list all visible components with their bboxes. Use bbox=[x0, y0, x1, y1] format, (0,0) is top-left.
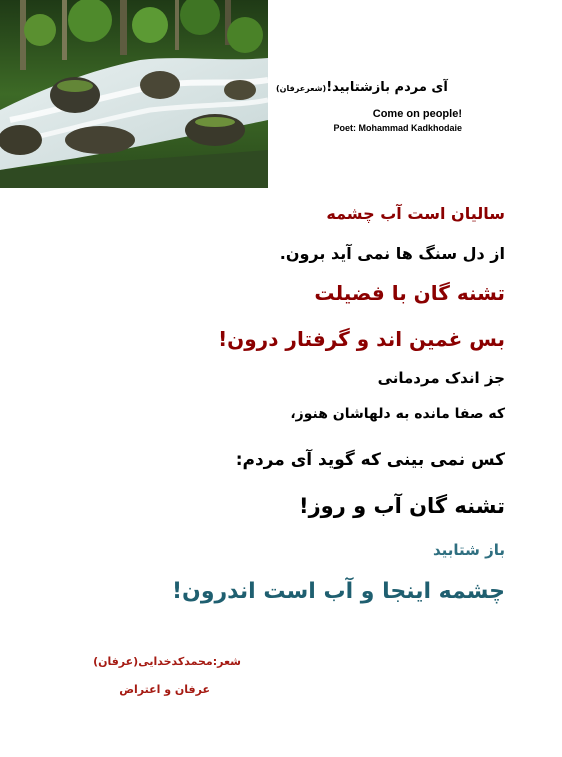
poem-title-note: (شعرعرفان) bbox=[276, 84, 327, 93]
poem-line-2: از دل سنگ ها نمی آید برون. bbox=[279, 244, 505, 263]
poet-credit-english: Poet: Mohammad Kadkhodaie bbox=[333, 123, 462, 133]
poem-title-english: Come on people! bbox=[372, 108, 462, 120]
poem-line-9: باز شتابید bbox=[432, 541, 505, 559]
poem-title-text: آی مردم بازشتابید! bbox=[326, 80, 448, 95]
poem-line-8: تشنه گان آب و روز! bbox=[299, 494, 505, 518]
poem-author: شعر:محمدکدخدایی(عرفان) bbox=[93, 655, 241, 668]
poem-title-persian bbox=[276, 80, 462, 95]
poem-line-1: سالیان است آب چشمه bbox=[326, 204, 505, 223]
book-title: عرفان و اعتراض bbox=[119, 683, 210, 696]
poem-line-10: چشمه اینجا و آب است اندرون! bbox=[172, 579, 505, 604]
poem-line-6: که صفا مانده به دلهاشان هنوز، bbox=[290, 406, 505, 422]
waterfall-photo bbox=[0, 0, 268, 188]
poem-line-7: کس نمی بینی که گوید آی مردم: bbox=[235, 450, 505, 470]
poem-line-3: تشنه گان با فضیلت bbox=[314, 281, 505, 305]
poem-line-4: بس غمین اند و گرفتار درون! bbox=[218, 327, 505, 351]
poem-line-5: جز اندک مردمانی bbox=[377, 369, 505, 387]
